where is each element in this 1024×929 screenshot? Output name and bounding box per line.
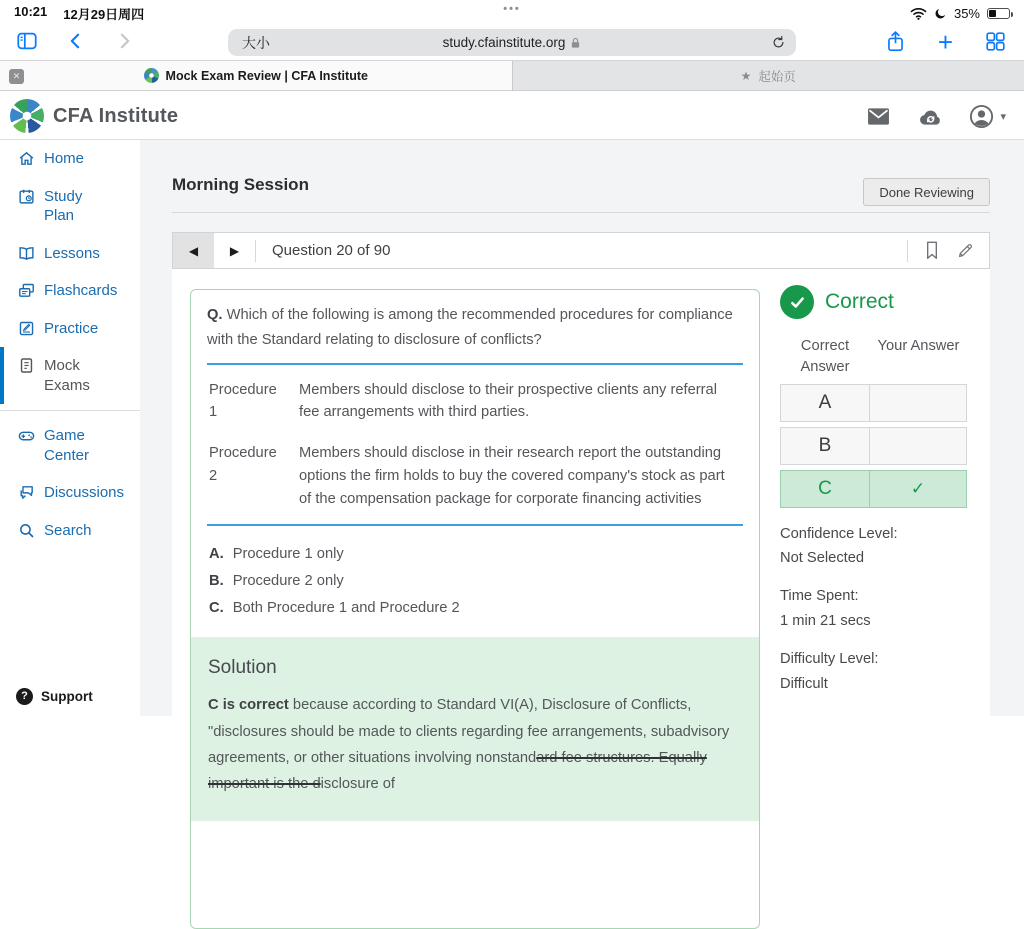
- question-toolbar: [172, 232, 990, 269]
- status-bar: [0, 0, 1024, 26]
- account-menu[interactable]: [969, 104, 1006, 129]
- cfa-logo[interactable]: [10, 99, 178, 133]
- toolbar-divider: [907, 240, 908, 262]
- procedure-text: Members should disclose in their research report the outstanding options the firm holds to buy the covered company's stock as part of the compensation package for corporate financing activities: [299, 442, 741, 510]
- question-counter: Question 20 of 90: [272, 242, 390, 259]
- tab-bar: [0, 60, 1024, 91]
- cloud-sync-icon[interactable]: [916, 105, 945, 128]
- sidebar-item-study-plan[interactable]: Study Plan: [0, 178, 140, 235]
- share-icon[interactable]: [883, 28, 908, 55]
- safari-toolbar: [0, 26, 1024, 60]
- address-bar[interactable]: [228, 29, 796, 56]
- url-text: study.cfainstitute.org: [443, 35, 566, 50]
- question-text: Q. Which of the following is among the recommended procedures for compliance with the Standard relating to disclosure of conflicts?: [207, 303, 743, 354]
- sidebar-item-practice[interactable]: Practice: [0, 310, 140, 348]
- star-icon: ★: [741, 69, 752, 83]
- sidebar-divider: [0, 410, 140, 411]
- your-answer-check-icon: ✓: [870, 471, 966, 507]
- table-row: [207, 370, 743, 434]
- sidebar-item-mock-exams[interactable]: Mock Exams: [0, 347, 140, 404]
- cfa-favicon-icon: [144, 68, 159, 83]
- lock-icon: [570, 37, 581, 49]
- flashcards-icon: [18, 282, 35, 299]
- table-row: [207, 433, 743, 519]
- procedure-text: Members should disclose to their prospective clients any referral fee arrangements with third parties.: [299, 379, 741, 425]
- next-question-button[interactable]: ▶: [214, 233, 255, 268]
- solution-text: C is correct because according to Standard VI(A), Disclosure of Conflicts, "disclosures should be made to clients regarding fee arrangements, subadvisory agreements, or other situations involving nonstandard fee structures. Equally important is the disclosure of: [208, 692, 742, 797]
- correct-check-icon: [780, 285, 814, 319]
- annotate-pencil-icon[interactable]: [956, 241, 975, 260]
- sidebar-item-flashcards[interactable]: Flashcards: [0, 272, 140, 310]
- main-content: [140, 140, 1024, 716]
- discussions-icon: [18, 484, 35, 501]
- sidebar-item-game-center[interactable]: Game Center: [0, 417, 140, 474]
- home-icon: [18, 150, 35, 167]
- choice-a: A. Procedure 1 only: [207, 540, 743, 567]
- sidebar-item-home[interactable]: Home: [0, 140, 140, 178]
- lessons-icon: [18, 245, 35, 262]
- review-content: [172, 269, 990, 726]
- new-tab-icon[interactable]: +: [936, 30, 955, 54]
- sidebar-nav: [0, 140, 140, 716]
- time-spent: Time Spent: 1 min 21 secs: [780, 585, 967, 633]
- solution-title: Solution: [208, 657, 742, 679]
- answer-choices: [207, 540, 743, 621]
- procedure-name: Procedure 2: [209, 442, 285, 510]
- brand-name: CFA Institute: [53, 105, 178, 128]
- sidebar-item-discussions[interactable]: Discussions: [0, 474, 140, 512]
- tab-start-page[interactable]: [512, 61, 1024, 90]
- result-status: Correct: [825, 290, 894, 314]
- question-mark-icon: ?: [16, 688, 33, 705]
- cfa-pinwheel-icon: [10, 99, 44, 133]
- close-tab-icon[interactable]: ✕: [9, 69, 24, 84]
- back-button-icon[interactable]: [64, 29, 88, 53]
- multitask-dots-icon: •••: [0, 3, 1024, 15]
- answer-row-a: A: [780, 384, 967, 422]
- avatar-icon: [969, 104, 994, 129]
- question-card: [190, 289, 760, 929]
- difficulty-level: Difficulty Level: Difficult: [780, 648, 967, 696]
- question-prefix: Q.: [207, 307, 223, 323]
- procedure-name: Procedure 1: [209, 379, 285, 425]
- choice-b: B. Procedure 2 only: [207, 567, 743, 594]
- sidebar-item-lessons[interactable]: Lessons: [0, 235, 140, 273]
- col-header-your-answer: Your Answer: [870, 336, 967, 379]
- page-zoom-menu[interactable]: 大小: [242, 33, 270, 53]
- tab-overview-icon[interactable]: [983, 29, 1008, 54]
- mock-exams-icon: [18, 357, 35, 374]
- toolbar-divider: [255, 240, 256, 262]
- game-center-icon: [18, 427, 35, 444]
- choice-c: C. Both Procedure 1 and Procedure 2: [207, 594, 743, 621]
- battery-percent: 35%: [954, 6, 980, 21]
- bookmark-icon[interactable]: [924, 241, 940, 260]
- prev-question-button[interactable]: ◀: [173, 233, 214, 268]
- support-link[interactable]: ? Support: [16, 688, 93, 705]
- chevron-down-icon: ▾: [1000, 110, 1006, 123]
- tab-title: 起始页: [758, 67, 796, 85]
- sidebar-item-search[interactable]: Search: [0, 512, 140, 550]
- messages-icon[interactable]: [865, 105, 892, 128]
- session-divider: [172, 212, 990, 213]
- answer-row-b: B: [780, 427, 967, 465]
- practice-icon: [18, 320, 35, 337]
- tab-title: Mock Exam Review | CFA Institute: [166, 69, 368, 83]
- procedure-table: [207, 363, 743, 527]
- tab-mock-exam-review[interactable]: [0, 61, 512, 90]
- date: 12月29日周四: [63, 4, 144, 23]
- forward-button-icon[interactable]: [112, 29, 136, 53]
- done-reviewing-button[interactable]: Done Reviewing: [863, 178, 990, 206]
- col-header-correct-answer: Correct Answer: [780, 336, 870, 379]
- solution-section: [191, 637, 759, 821]
- site-header: [0, 92, 1024, 140]
- confidence-level: Confidence Level: Not Selected: [780, 523, 967, 571]
- answer-row-c: C ✓: [780, 470, 967, 508]
- strikethrough-annotation: ard fee structures. Equally important is the d: [208, 750, 707, 792]
- session-title: Morning Session: [172, 175, 309, 195]
- sidebar-toggle-icon[interactable]: [14, 28, 40, 54]
- search-icon: [18, 522, 35, 539]
- reload-icon[interactable]: [771, 35, 786, 50]
- clock: 10:21: [14, 4, 47, 23]
- study-plan-icon: [18, 188, 35, 205]
- result-panel: [780, 285, 967, 695]
- battery-icon: [987, 8, 1010, 19]
